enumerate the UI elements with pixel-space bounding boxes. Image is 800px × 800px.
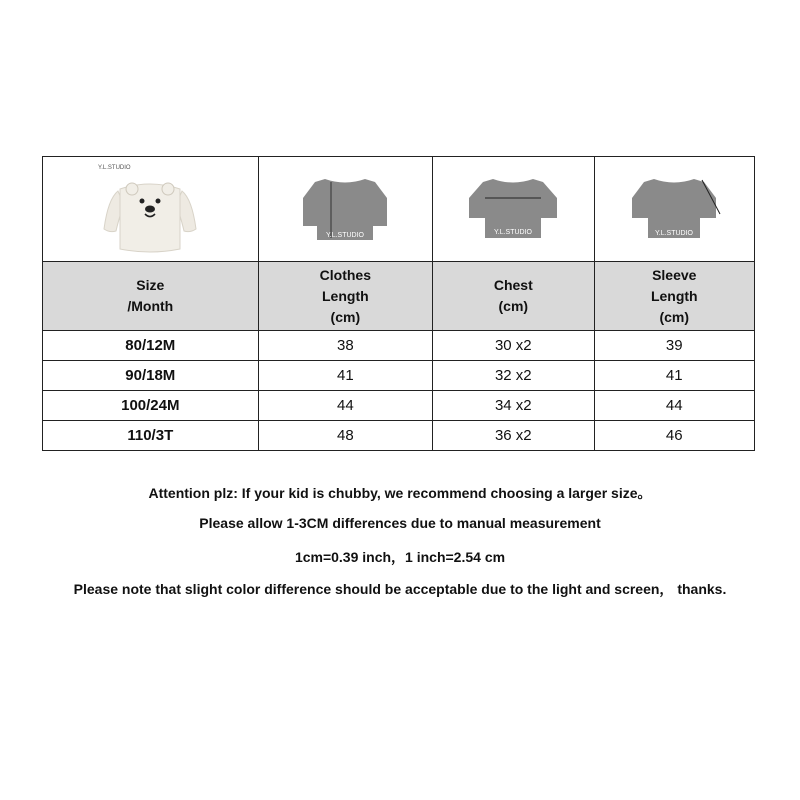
note-measurement-difference: Please allow 1-3CM differences due to manual measurement [199, 515, 601, 531]
header-chest [433, 262, 594, 331]
clothes-length-diagram-cell [258, 157, 432, 262]
size-cell: 100/24M [43, 391, 259, 421]
clothes-length-cell: 38 [258, 331, 432, 361]
size-chart-table [42, 156, 755, 451]
chest-shirt-icon [463, 174, 563, 244]
sleeve-length-cell: 39 [594, 331, 754, 361]
clothes-length-cell: 44 [258, 391, 432, 421]
header-row [43, 262, 755, 331]
bear-sweater-image [90, 159, 210, 259]
header-clothes-length-text: Clothes Length (cm) [319, 266, 371, 325]
table-row [43, 421, 755, 451]
table-row [43, 391, 755, 421]
sleeve-length-cell: 44 [594, 391, 754, 421]
header-size-text: Size /Month [127, 277, 174, 314]
clothes-length-cell: 48 [258, 421, 432, 451]
chest-cell: 32 x2 [433, 361, 594, 391]
table-row [43, 361, 755, 391]
svg-text:Y.L.STUDIO: Y.L.STUDIO [655, 230, 694, 237]
header-chest-text: Chest (cm) [493, 277, 533, 314]
chest-cell: 36 x2 [433, 421, 594, 451]
svg-text:Y.L.STUDIO: Y.L.STUDIO [98, 165, 131, 171]
image-row [43, 157, 755, 262]
sleeve-length-cell: 46 [594, 421, 754, 451]
size-cell: 90/18M [43, 361, 259, 391]
chest-cell: 30 x2 [433, 331, 594, 361]
header-size [43, 262, 259, 331]
svg-text:Y.L.STUDIO: Y.L.STUDIO [326, 232, 365, 239]
size-cell: 80/12M [43, 331, 259, 361]
svg-text:Y.L.STUDIO: Y.L.STUDIO [494, 229, 533, 236]
header-clothes-length [258, 262, 432, 331]
table-row [43, 331, 755, 361]
note-unit-conversion: 1cm=0.39 inch，1 inch=2.54 cm [294, 549, 506, 565]
note-color-difference: Please note that slight color difference should be acceptable due to the light and screen， thanks. [73, 581, 727, 597]
clothes-length-shirt-icon [295, 174, 395, 244]
sleeve-length-shirt-icon [624, 174, 724, 244]
chest-diagram-cell [433, 157, 594, 262]
product-photo-cell [43, 157, 259, 262]
header-sleeve-length [594, 262, 754, 331]
chest-cell: 34 x2 [433, 391, 594, 421]
sleeve-length-diagram-cell [594, 157, 754, 262]
sleeve-length-cell: 41 [594, 361, 754, 391]
note-chubby-kids: Attention plz: If your kid is chubby, we recommend choosing a larger size。 [148, 485, 652, 501]
size-cell: 110/3T [43, 421, 259, 451]
clothes-length-cell: 41 [258, 361, 432, 391]
header-sleeve-length-text: Sleeve Length (cm) [650, 266, 698, 325]
